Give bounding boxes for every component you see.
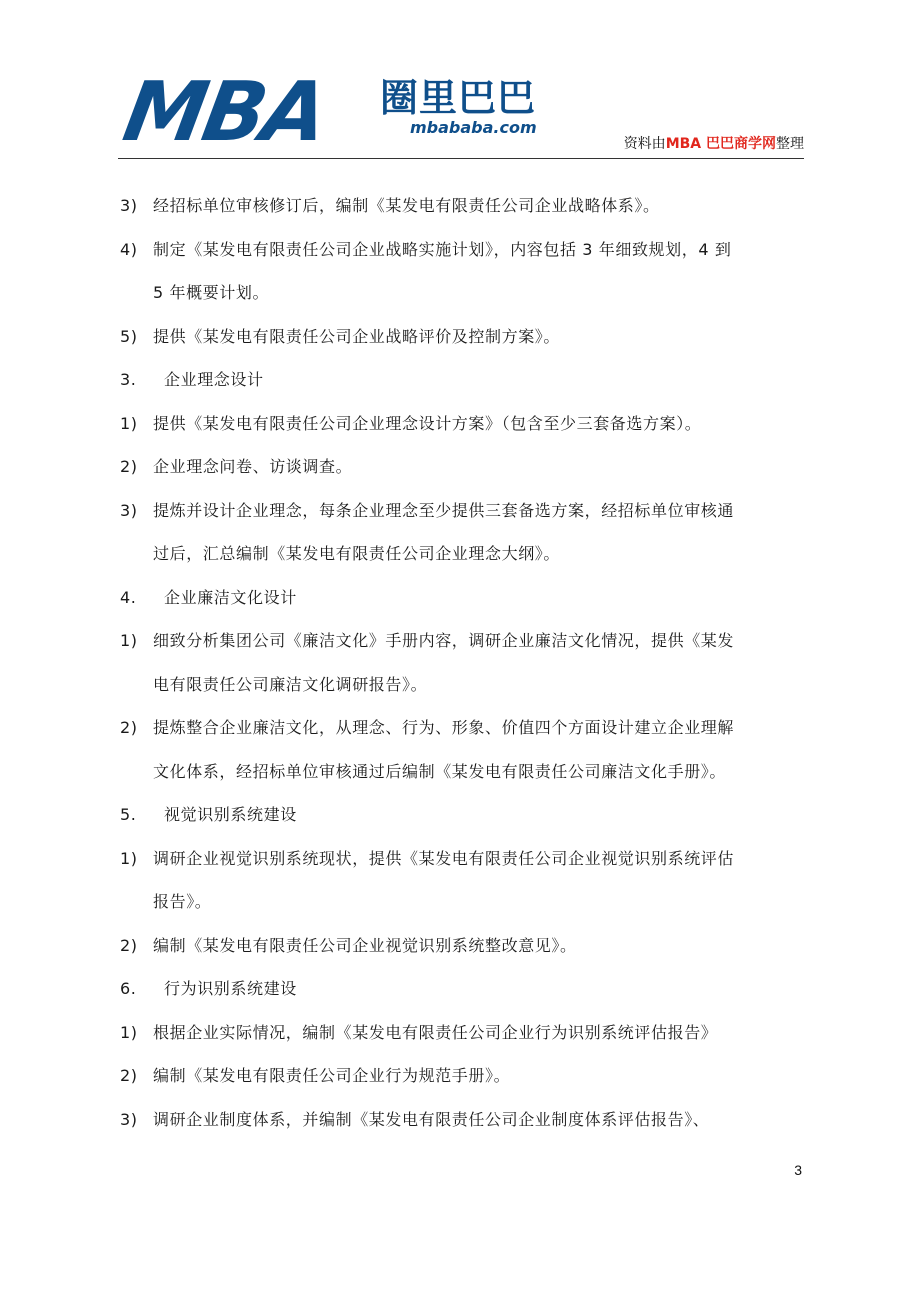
item-text: 提炼整合企业廉洁文化，从理念、行为、形象、价值四个方面设计建立企业理解	[153, 718, 735, 737]
page-number: 3	[794, 1162, 802, 1178]
section-title: 企业理念设计	[164, 370, 264, 389]
item-number: 5)	[120, 326, 138, 346]
item-number: 4)	[120, 239, 138, 259]
section-number: 4.	[120, 587, 137, 607]
item-text: 调研企业视觉识别系统现状，提供《某发电有限责任公司企业视觉识别系统评估	[153, 848, 735, 868]
section-heading	[120, 793, 804, 837]
item-number: 1)	[120, 631, 138, 650]
item-text: 文化体系，经招标单位审核通过后编制《某发电有限责任公司廉洁文化手册》。	[153, 761, 727, 781]
section-title: 企业廉洁文化设计	[164, 587, 297, 607]
section-heading	[120, 967, 804, 1011]
item-text: 提炼并设计企业理念，每条企业理念至少提供三套备选方案，经招标单位审核通	[153, 500, 735, 520]
header-divider	[118, 158, 804, 159]
item-number: 1)	[120, 848, 138, 868]
item-text: 提供《某发电有限责任公司企业理念设计方案》（包含至少三套备选方案）。	[153, 413, 702, 433]
list-item	[120, 924, 804, 968]
item-number: 1)	[120, 1022, 138, 1042]
page-header	[116, 65, 804, 160]
item-text: 根据企业实际情况，编制《某发电有限责任公司企业行为识别系统评估报告》	[153, 1022, 718, 1042]
list-item	[120, 1011, 804, 1055]
item-number: 2)	[120, 718, 138, 737]
logo-chinese-text: 圈里巴巴	[380, 76, 537, 120]
item-text: 过后，汇总编制《某发电有限责任公司企业理念大纲》。	[153, 544, 561, 563]
item-text: 制定《某发电有限责任公司企业战略实施计划》，内容包括 3 年细致规划，4 到	[153, 239, 732, 259]
list-item-continuation	[120, 532, 804, 576]
item-number: 2)	[120, 1066, 138, 1085]
item-text: 经招标单位审核修订后，编制《某发电有限责任公司企业战略体系》。	[153, 196, 660, 215]
list-item-continuation	[120, 271, 804, 315]
item-number: 3)	[120, 1109, 138, 1129]
section-title: 行为识别系统建设	[164, 979, 297, 998]
item-text: 提供《某发电有限责任公司企业战略评价及控制方案》。	[153, 326, 561, 346]
list-item	[120, 184, 804, 228]
source-prefix: 资料由	[623, 136, 666, 152]
list-item	[120, 489, 804, 533]
list-item	[120, 445, 804, 489]
list-item	[120, 402, 804, 446]
source-brand: MBA 巴巴商学网	[665, 136, 776, 152]
item-number: 2)	[120, 457, 138, 476]
logo-url: mbababa.com	[410, 118, 537, 137]
section-number: 3.	[120, 370, 137, 389]
list-item-continuation	[120, 663, 804, 707]
item-number: 1)	[120, 413, 138, 433]
item-number: 2)	[120, 935, 138, 955]
source-suffix: 整理	[776, 136, 804, 152]
item-text: 编制《某发电有限责任公司企业行为规范手册》。	[153, 1066, 511, 1085]
item-text: 报告》。	[153, 892, 212, 911]
item-text: 企业理念问卷、访谈调查。	[153, 457, 353, 476]
list-item-continuation	[120, 750, 804, 794]
logo-mba-text: MBA	[116, 65, 333, 160]
section-heading	[120, 576, 804, 620]
section-number: 6.	[120, 979, 137, 998]
list-item	[120, 1054, 804, 1098]
item-number: 3)	[120, 196, 138, 215]
item-text: 电有限责任公司廉洁文化调研报告》。	[153, 674, 428, 694]
item-number: 3)	[120, 500, 138, 520]
section-title: 视觉识别系统建设	[164, 805, 297, 824]
list-item	[120, 706, 804, 750]
list-item	[120, 619, 804, 663]
list-item	[120, 228, 804, 272]
mba-logo	[116, 65, 538, 160]
list-item-continuation	[120, 880, 804, 924]
source-note	[624, 134, 804, 154]
item-text: 细致分析集团公司《廉洁文化》手册内容，调研企业廉洁文化情况，提供《某发	[153, 631, 735, 650]
list-item	[120, 1098, 804, 1142]
list-item	[120, 315, 804, 359]
section-number: 5.	[120, 805, 137, 824]
document-body	[120, 184, 804, 1141]
item-text: 调研企业制度体系，并编制《某发电有限责任公司企业制度体系评估报告》、	[153, 1109, 710, 1129]
item-text: 5 年概要计划。	[153, 283, 270, 302]
item-text: 编制《某发电有限责任公司企业视觉识别系统整改意见》。	[153, 935, 577, 955]
list-item	[120, 837, 804, 881]
section-heading	[120, 358, 804, 402]
